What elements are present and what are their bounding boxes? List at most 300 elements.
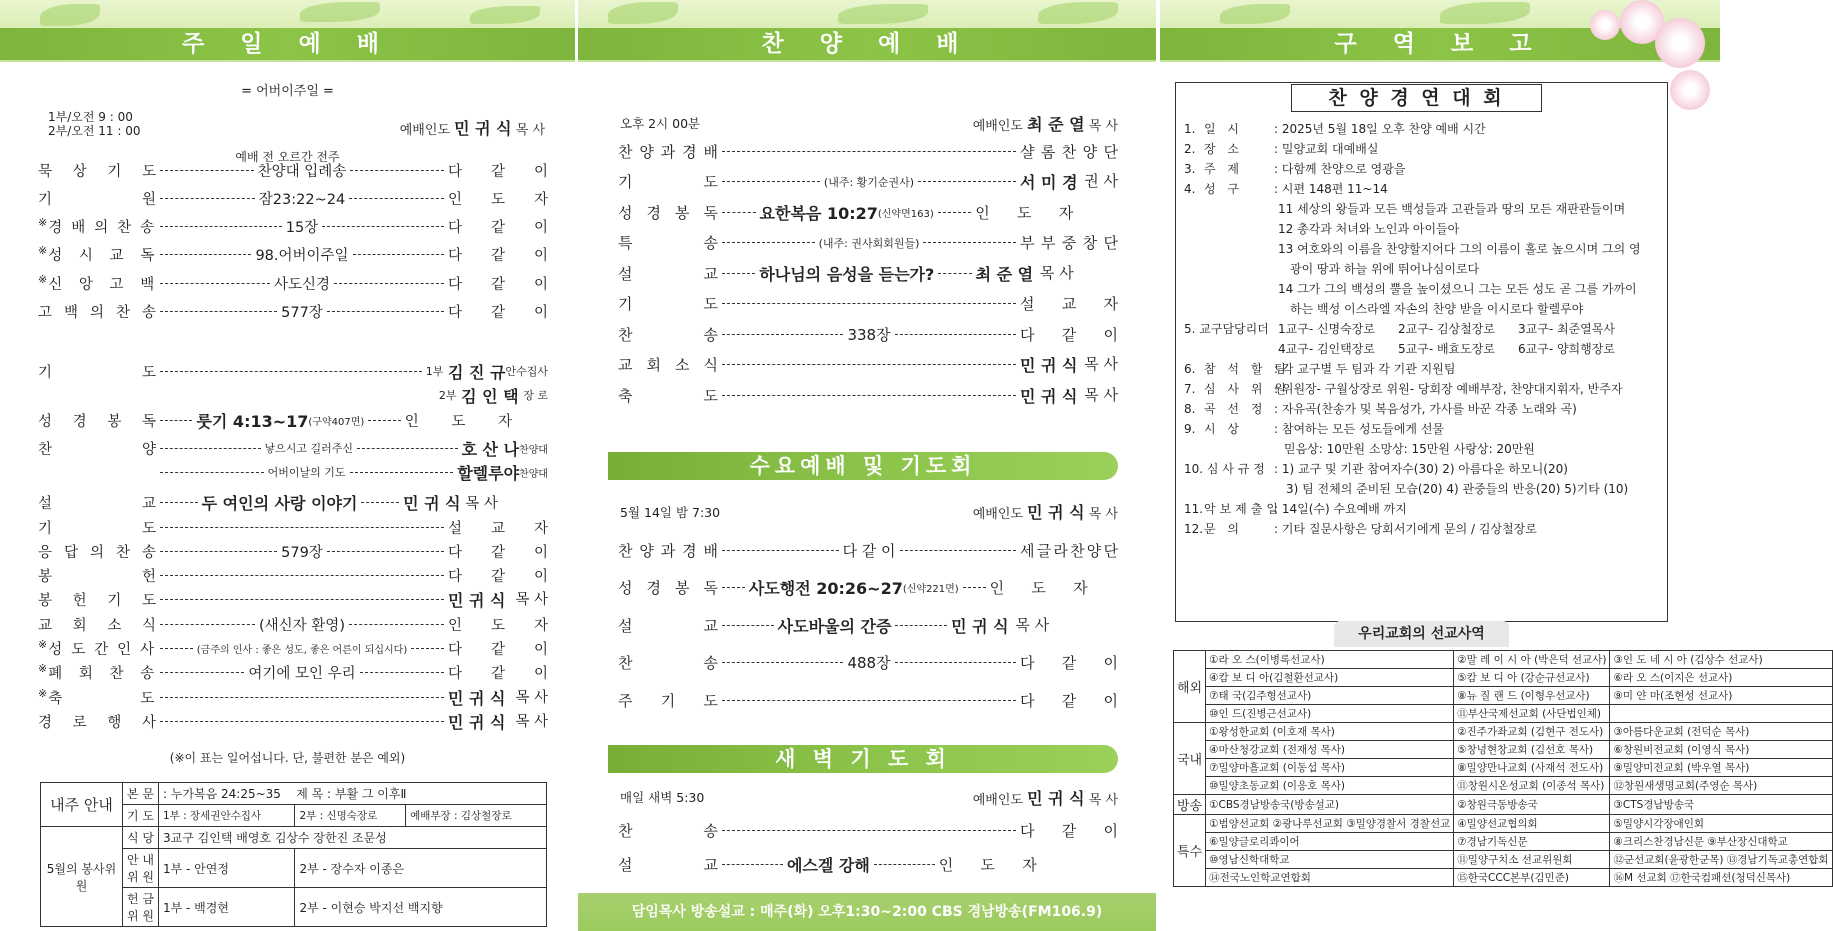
item-name bbox=[618, 232, 718, 253]
mission-category: 해외 bbox=[1174, 651, 1206, 723]
dash-leader bbox=[357, 448, 458, 449]
order-who-name: 최 준 열 bbox=[975, 264, 1034, 284]
service-time-2: 2부/오전 11 : 00 bbox=[48, 124, 141, 138]
order-who-title: 목 사 bbox=[1039, 263, 1074, 282]
item-char: 도 bbox=[703, 173, 718, 191]
blossom-decoration bbox=[1655, 18, 1705, 68]
contest-item bbox=[1184, 179, 1663, 199]
order-who-char: 단 bbox=[1103, 234, 1119, 252]
sermon-preacher-title: 목 사 bbox=[465, 495, 498, 512]
order-item bbox=[38, 687, 156, 708]
item-name bbox=[48, 244, 154, 265]
order-who-char: 같 bbox=[490, 220, 505, 237]
item-char: 찬 bbox=[117, 220, 132, 237]
item-key: 성 구 bbox=[1204, 182, 1243, 196]
item-name bbox=[618, 854, 718, 875]
item-char: 식 bbox=[703, 356, 718, 374]
item-key: 심 사 위 원 bbox=[1204, 382, 1290, 396]
order-who-char: 설 bbox=[448, 520, 463, 537]
leader-label: 예배인도 bbox=[972, 793, 1023, 808]
dash-leader bbox=[722, 303, 1016, 304]
mission-cell: ⑮한국CCC본부(김민준) bbox=[1454, 869, 1610, 887]
item-char: 도 bbox=[703, 691, 718, 710]
item-key: 장 소 bbox=[1204, 142, 1243, 156]
dash-leader bbox=[722, 212, 756, 213]
item-char: 봉 bbox=[38, 569, 53, 586]
order-row bbox=[38, 687, 548, 707]
meal-volunteers: 3교구 김인택 배영호 김상수 장한진 조문성 bbox=[159, 827, 547, 849]
item-char: 기 bbox=[38, 520, 53, 537]
contest-item-text: 믿음상: 10만원 소망상: 15만원 사랑상: 20만원 bbox=[1284, 442, 1535, 456]
order-who bbox=[951, 614, 1049, 637]
dawn-leader bbox=[973, 786, 1118, 809]
item-char: 찬 bbox=[115, 544, 130, 561]
mission-cell: ⑥라 오 스(이지은 선교사) bbox=[1610, 669, 1832, 687]
contest-title: 찬 양 경 연 대 회 bbox=[1291, 84, 1542, 112]
order-who-char: 이 bbox=[1103, 654, 1118, 672]
order-row bbox=[618, 853, 1118, 875]
prayer-row bbox=[38, 361, 548, 381]
item-char: 기 bbox=[38, 191, 53, 208]
item-char: 배 bbox=[703, 142, 718, 161]
item-char: 헌 bbox=[141, 569, 156, 586]
broadcast-footer: 담임목사 방송설교 : 매주(화) 오후1:30~2:00 CBS 경남방송(FM106.9) bbox=[578, 893, 1156, 931]
order-row bbox=[38, 302, 548, 322]
mission-row bbox=[1174, 795, 1833, 815]
dash-leader bbox=[722, 334, 843, 335]
leader-title: 목 사 bbox=[1088, 793, 1118, 808]
item-char: 상 bbox=[72, 163, 87, 180]
item-char: 교 bbox=[38, 617, 53, 634]
dash-leader bbox=[349, 198, 444, 199]
item-key: 주 제 bbox=[1204, 162, 1243, 176]
panel-title: 주 일 예 배 bbox=[0, 28, 575, 60]
dash-leader bbox=[160, 721, 444, 722]
order-item bbox=[38, 614, 156, 635]
order-who-title: 목 사 bbox=[515, 689, 548, 706]
order-mid: 찬양대 입례송 bbox=[257, 163, 347, 180]
item-name bbox=[618, 202, 718, 223]
order-who bbox=[448, 662, 548, 683]
prayer-1-label: 1부 bbox=[425, 365, 444, 378]
item-char: 앙 bbox=[78, 276, 93, 293]
order-who-char: 이 bbox=[1103, 325, 1118, 344]
order-who bbox=[939, 854, 1037, 875]
item-name bbox=[618, 293, 718, 314]
dash-leader bbox=[160, 575, 444, 576]
order-row bbox=[618, 652, 1118, 674]
anthem-choir-2: 할렐루야 bbox=[457, 463, 520, 483]
order-who-char: 같 bbox=[491, 248, 506, 265]
order-mid: 다 같 이 bbox=[842, 541, 896, 560]
item-name bbox=[618, 141, 718, 162]
order-who bbox=[1020, 820, 1118, 841]
order-mid: 요한복음 10:27 bbox=[759, 203, 878, 223]
order-who-char: 같 bbox=[490, 276, 505, 293]
order-who-char: 이 bbox=[1103, 821, 1118, 840]
contest-item bbox=[1184, 359, 1663, 379]
item-char: 교 bbox=[703, 264, 718, 283]
leader-name: 최 준 열 bbox=[1027, 115, 1085, 134]
anthem-song-1: 낳으시고 길러주신 bbox=[264, 442, 354, 455]
order-who bbox=[448, 188, 548, 209]
anthem-choir-1-type: 찬양대 bbox=[519, 444, 549, 456]
order-who-char: 같 bbox=[491, 642, 506, 658]
dash-leader bbox=[327, 311, 444, 312]
order-who-title: 목 사 bbox=[1015, 615, 1050, 634]
dash-leader bbox=[160, 311, 277, 312]
item-name bbox=[618, 385, 718, 406]
item-char: 독 bbox=[703, 579, 718, 597]
order-row bbox=[38, 273, 548, 293]
mission-row bbox=[1174, 777, 1833, 795]
mission-cell: ⑪창원시온성교회 (이종석 목사) bbox=[1454, 777, 1610, 795]
worship-leader: 예배인도 민 귀 식 목 사 bbox=[399, 119, 545, 138]
mission-row bbox=[1174, 687, 1833, 705]
order-mid: (내주: 황기순권사) bbox=[823, 175, 915, 189]
dash-leader bbox=[722, 662, 843, 663]
item-name bbox=[38, 565, 156, 586]
order-row bbox=[38, 614, 548, 634]
item-value: : 시편 148편 11~14 bbox=[1274, 182, 1388, 196]
prayer-2-name: 김 인 택 bbox=[461, 386, 519, 406]
next-prayer-key: 기 도 bbox=[123, 805, 159, 827]
mission-cell: ⑦밀양마흘교회 (이동섭 목사) bbox=[1206, 759, 1454, 777]
order-who-name: 서 미 경 bbox=[1020, 173, 1078, 192]
item-value: : 자유곡(찬송가 및 복음성가, 가사를 바꾼 각종 노래와 곡) bbox=[1274, 402, 1577, 416]
item-char: 기 bbox=[618, 295, 633, 313]
mission-cell: ③CTS경남방송국 bbox=[1610, 795, 1832, 815]
order-item bbox=[38, 711, 156, 732]
order-item bbox=[38, 589, 156, 610]
order-who bbox=[448, 301, 548, 322]
order-who-char: 교 bbox=[490, 520, 505, 537]
contest-item bbox=[1184, 299, 1663, 319]
item-char: 설 bbox=[618, 616, 633, 635]
mission-cell: ⑥창원비전교회 (이영식 목사) bbox=[1610, 741, 1832, 759]
order-who-char: 도 bbox=[1017, 203, 1032, 222]
item-char: 찬 bbox=[618, 142, 633, 161]
item-char: 경 bbox=[38, 714, 53, 731]
item-char: 배 bbox=[71, 220, 86, 237]
mission-cell: ⑪부산국제선교회 (사단법인체) bbox=[1454, 705, 1610, 723]
item-char: 묵 bbox=[38, 163, 53, 180]
order-item bbox=[38, 662, 156, 683]
item-char: 송 bbox=[703, 234, 718, 252]
leaders-row bbox=[1184, 319, 1663, 339]
item-char: 도 bbox=[703, 386, 718, 405]
contest-item bbox=[1184, 419, 1663, 439]
contest-box bbox=[1175, 82, 1668, 622]
mission-cell: ①왕성한교회 (이호재 목사) bbox=[1206, 723, 1454, 741]
sunday-worship-panel bbox=[0, 0, 575, 931]
dash-leader bbox=[722, 273, 755, 274]
order-who-char: 창 bbox=[1082, 234, 1098, 252]
item-name bbox=[38, 517, 156, 538]
item-name bbox=[38, 301, 156, 322]
order-who bbox=[1020, 141, 1118, 162]
item-number: 1. bbox=[1184, 122, 1196, 136]
order-who-char: 세 bbox=[1020, 541, 1035, 560]
order-who-char: 이 bbox=[533, 569, 548, 586]
order-mid: 338장 bbox=[847, 325, 891, 344]
order-mid: 15장 bbox=[285, 220, 319, 237]
order-who-name: 민 귀 식 bbox=[951, 616, 1009, 636]
item-char: 의 bbox=[89, 305, 104, 321]
order-who-title: 목 사 bbox=[515, 713, 548, 730]
next-week-label: 내주 안내 bbox=[41, 783, 123, 827]
order-item bbox=[38, 638, 156, 659]
item-char: 경 bbox=[682, 541, 697, 560]
item-number: 2. bbox=[1184, 142, 1196, 156]
order-who-char: 설 bbox=[1020, 295, 1035, 313]
dawn-time: 매일 새벽 5:30 bbox=[620, 790, 705, 805]
anthem-song-2: 어버이날의 기도 bbox=[267, 466, 346, 479]
item-name bbox=[618, 615, 718, 636]
mission-cell: ⑧밀양만나교회 (사재석 전도사) bbox=[1454, 759, 1610, 777]
dash-leader bbox=[160, 527, 444, 528]
order-who-char: 인 bbox=[938, 855, 954, 874]
order-who-char: 자 bbox=[533, 191, 548, 208]
district-report-panel bbox=[1160, 0, 1829, 931]
order-who-char: 양 bbox=[1086, 541, 1102, 560]
mission-category: 국내 bbox=[1174, 723, 1206, 795]
sermon-row bbox=[38, 492, 548, 512]
order-mid: 사도신경 bbox=[273, 276, 331, 293]
mission-cell: ④밀양선교협의회 bbox=[1454, 815, 1610, 833]
item-char: 시 bbox=[78, 248, 93, 265]
order-who-title: 권 사 bbox=[1084, 172, 1119, 190]
item-char: 송 bbox=[140, 220, 155, 237]
item-name bbox=[618, 820, 718, 841]
dash-leader bbox=[334, 283, 444, 284]
dash-leader bbox=[160, 672, 244, 673]
mission-cell bbox=[1610, 705, 1832, 723]
item-value: : 다함께 찬양으로 영광을 bbox=[1274, 162, 1406, 176]
mission-cell: ⑤캄 보 디 아 (강순규선교사) bbox=[1454, 669, 1610, 687]
order-mid-page: (신약221면) bbox=[902, 584, 959, 595]
anthem-row-2 bbox=[38, 462, 548, 482]
order-who-char: 도 bbox=[490, 617, 505, 634]
judge-key: 10. 심 사 규 정 bbox=[1184, 462, 1265, 476]
standing-mark: ※ bbox=[38, 244, 48, 258]
item-key: 참 석 할 팀 bbox=[1204, 362, 1290, 376]
item-char: 응 bbox=[38, 544, 53, 561]
mission-cell: ①범양선교회 ②광나루선교회 ③밀양경찰서 경찰선교 bbox=[1206, 815, 1454, 833]
standing-note: (※이 표는 일어섭니다. 단, 불편한 분은 예외) bbox=[169, 751, 406, 765]
order-who bbox=[448, 160, 548, 181]
item-name: 성 경 봉 독 bbox=[38, 413, 156, 430]
item-name bbox=[48, 687, 154, 708]
item-char: 봉 bbox=[38, 593, 53, 610]
leader-item: 6교구- 양희행장로 bbox=[1518, 342, 1615, 356]
item-number: 7. bbox=[1184, 382, 1196, 396]
order-who-char: 같 bbox=[490, 544, 505, 561]
mission-cell: ⑦경남기독신문 bbox=[1454, 833, 1610, 851]
contest-items bbox=[1184, 119, 1663, 539]
item-name bbox=[38, 711, 156, 732]
order-row bbox=[618, 293, 1118, 315]
order-mid: 사도바울의 간증 bbox=[777, 616, 892, 636]
wednesday-banner: 수요예배 및 기도회 bbox=[608, 452, 1118, 480]
order-mid: 488장 bbox=[847, 654, 891, 672]
leaf-decoration bbox=[608, 2, 678, 24]
contest-item-text: 14 그가 그의 백성의 뿔을 높이셨으니 그는 모든 성도 곧 그를 가까이 bbox=[1278, 282, 1637, 296]
dash-leader bbox=[874, 864, 935, 865]
order-who-title: 목 사 bbox=[1084, 385, 1118, 404]
mission-cell: ①라 오 스(이병록선교사) bbox=[1206, 651, 1454, 669]
dash-leader bbox=[722, 364, 1016, 365]
leaf-decoration bbox=[40, 4, 100, 26]
order-who-char: 도 bbox=[1031, 579, 1046, 597]
order-who bbox=[448, 244, 548, 265]
item-char: 도 bbox=[71, 642, 86, 658]
order-mid: 에스겔 강해 bbox=[786, 855, 870, 875]
dash-leader bbox=[160, 599, 444, 600]
item-char: 의 bbox=[94, 220, 109, 237]
order-who bbox=[448, 614, 548, 635]
item-char: 배 bbox=[703, 541, 718, 560]
order-who-char: 자 bbox=[533, 617, 548, 634]
order-who-name: 민 귀 식 bbox=[448, 688, 506, 708]
item-char: 독 bbox=[140, 248, 155, 265]
blossom-decoration bbox=[1590, 10, 1620, 40]
standing-mark: ※ bbox=[38, 272, 48, 286]
item-value: : 14일(수) 수요예배 까지 bbox=[1274, 502, 1407, 516]
mission-cell: ⑦태 국(김주형선교사) bbox=[1206, 687, 1454, 705]
item-char: 백 bbox=[63, 305, 78, 321]
offering-1: 1부 - 백경현 bbox=[159, 888, 295, 927]
order-row bbox=[618, 819, 1118, 841]
order-item bbox=[38, 273, 156, 294]
dash-leader bbox=[160, 170, 254, 171]
item-char: 폐 bbox=[48, 666, 63, 683]
mission-cell: ⑩밀양초동교회 (이응호 목사) bbox=[1206, 777, 1454, 795]
item-char: 소 bbox=[675, 356, 690, 374]
order-item bbox=[38, 244, 156, 265]
order-who-char: 같 bbox=[490, 305, 505, 321]
item-char: 성 bbox=[618, 203, 633, 222]
scripture-row bbox=[38, 410, 548, 430]
mission-cell: ③아름다운교회 (전덕순 목사) bbox=[1610, 723, 1832, 741]
order-who-char: 같 bbox=[1061, 691, 1077, 710]
order-who-char: 이 bbox=[533, 666, 548, 683]
mission-row bbox=[1174, 759, 1833, 777]
next-sermon bbox=[159, 783, 547, 805]
contest-item bbox=[1184, 239, 1663, 259]
item-char: 송 bbox=[141, 305, 156, 321]
volunteers-label: 5월의 봉사위원 bbox=[41, 827, 123, 927]
order-who-char: 다 bbox=[1020, 654, 1035, 672]
order-item bbox=[38, 160, 156, 181]
contest-item-text: 하는 백성 이스라엘 자손의 찬양 받을 이시로다 할렐루야 bbox=[1290, 302, 1584, 316]
order-item bbox=[38, 517, 156, 538]
meal-key: 식 당 bbox=[123, 827, 159, 849]
mission-cell: ②말 레 이 시 아 (박은덕 선교사) bbox=[1454, 651, 1610, 669]
order-who-char: 다 bbox=[1020, 691, 1035, 710]
contest-item bbox=[1184, 379, 1663, 399]
dash-leader bbox=[322, 226, 444, 227]
order-row bbox=[618, 171, 1118, 193]
item-char: 회 bbox=[72, 617, 87, 634]
order-row bbox=[38, 517, 548, 537]
item-char: 기 bbox=[107, 593, 122, 610]
judge-row bbox=[1184, 459, 1663, 479]
order-row bbox=[618, 614, 1118, 636]
item-char: 주 bbox=[618, 691, 633, 710]
item-char: 경 bbox=[682, 142, 697, 161]
dash-leader bbox=[160, 198, 255, 199]
dash-leader bbox=[160, 624, 255, 625]
order-who-char: 같 bbox=[490, 569, 505, 586]
item-char: 기 bbox=[618, 173, 633, 191]
leader-label: 예배인도 bbox=[972, 507, 1023, 522]
order-who bbox=[448, 710, 548, 733]
order-who bbox=[1020, 540, 1118, 561]
contest-item bbox=[1184, 119, 1663, 139]
order-who bbox=[448, 588, 548, 611]
sermon-title: 두 여인의 사랑 이야기 bbox=[201, 493, 358, 513]
order-who-char: 이 bbox=[533, 544, 548, 561]
item-char: 교 bbox=[703, 616, 718, 635]
item-char: 찬 bbox=[618, 541, 633, 560]
dash-leader bbox=[160, 283, 270, 284]
order-mid: (금주의 인사 : 좋은 성도, 좋은 어른이 되십시다) bbox=[196, 645, 408, 656]
dash-leader bbox=[722, 700, 1016, 701]
item-char: 도 bbox=[140, 690, 155, 707]
item-name: 찬 양 bbox=[38, 441, 156, 458]
contest-item bbox=[1184, 439, 1663, 459]
guide-1: 1부 - 안연정 bbox=[159, 849, 295, 888]
prayer-1-name: 김 진 규 bbox=[447, 362, 506, 382]
prayer-row-2 bbox=[38, 385, 548, 405]
contest-item bbox=[1184, 479, 1663, 499]
wednesday-time: 5월 14일 밤 7:30 bbox=[620, 505, 721, 520]
leaf-decoration bbox=[838, 4, 928, 24]
mission-cell: ⑩인 드(진병근선교사) bbox=[1206, 705, 1454, 723]
order-who bbox=[1020, 384, 1118, 407]
next-title-key: 제 목 bbox=[296, 787, 324, 801]
dash-leader bbox=[353, 254, 444, 255]
item-name bbox=[618, 652, 718, 673]
order-who-char: 부 bbox=[1020, 234, 1035, 252]
item-char: 도 bbox=[141, 163, 156, 180]
mission-row bbox=[1174, 741, 1833, 759]
mission-cell: ⑧크리스찬경남신문 ⑨부산장신대학교 bbox=[1610, 833, 1832, 851]
item-char: 과 bbox=[660, 142, 676, 161]
mission-row bbox=[1174, 723, 1833, 741]
dash-leader bbox=[350, 472, 454, 473]
mission-cell: ⑩영남신학대학교 bbox=[1206, 851, 1454, 869]
item-name bbox=[38, 160, 156, 181]
order-row bbox=[618, 323, 1118, 345]
order-row bbox=[38, 639, 548, 659]
item-char: 도 bbox=[703, 295, 718, 313]
order-who-char: 다 bbox=[448, 666, 463, 683]
order-row bbox=[38, 217, 548, 237]
item-number: 3. bbox=[1184, 162, 1196, 176]
item-number: 9. bbox=[1184, 422, 1196, 436]
item-name bbox=[48, 216, 154, 237]
mission-row bbox=[1174, 833, 1833, 851]
item-char: 봉 bbox=[675, 579, 690, 597]
dash-leader bbox=[160, 254, 251, 255]
dash-leader bbox=[160, 648, 193, 649]
leader-name: 민 귀 식 bbox=[1027, 503, 1085, 522]
order-who-char: 글 bbox=[1036, 541, 1052, 560]
mission-cell: ⑧뉴 질 랜 드 (이형우선교사) bbox=[1454, 687, 1610, 705]
leader-item: 4교구- 김인택장로 bbox=[1278, 342, 1375, 356]
